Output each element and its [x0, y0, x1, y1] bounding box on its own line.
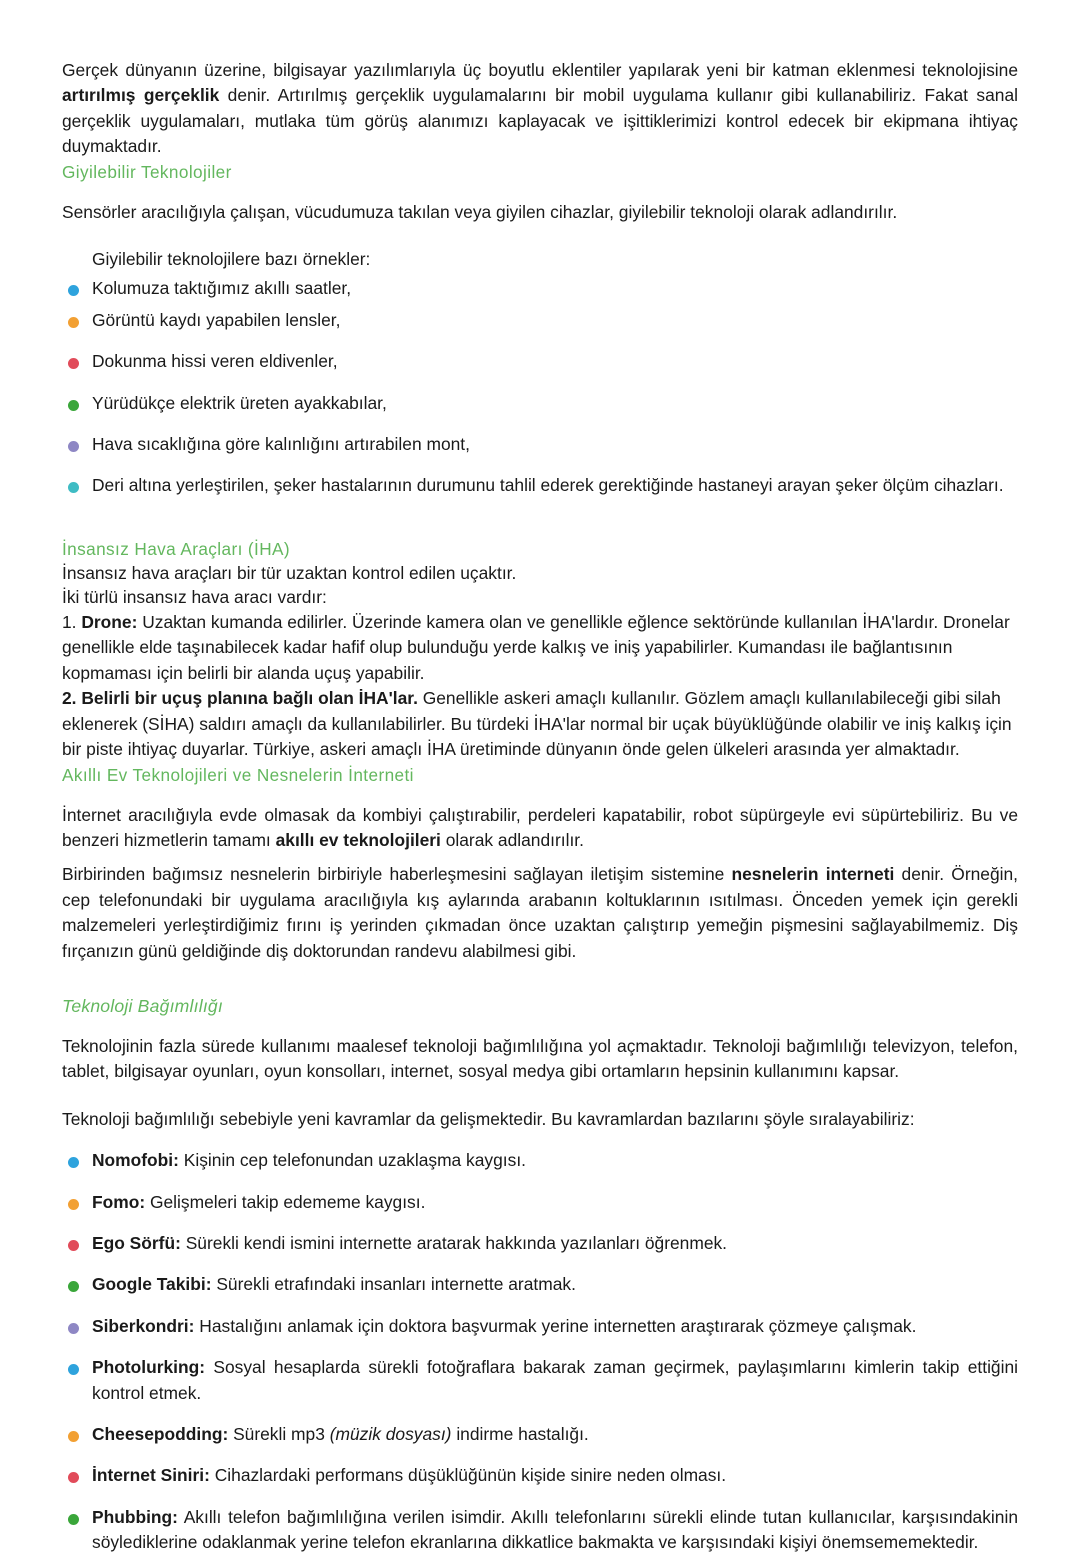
- smart-home-text-b: olarak adlandırılır.: [440, 829, 584, 850]
- list-item: [62, 1422, 1018, 1447]
- term-definition: Akıllı telefon bağımlılığına verilen isimdir. Akıllı telefonlarını sürekli elinde tutan kullanıcılar, karşısındakinin söylediklerine odaklanmak yerine telefon ekranlarına dikkatlice bakmakta ve karşısındaki kişiyi önemsememektedir.: [92, 1506, 1018, 1553]
- bullet-dot-green: [68, 1281, 79, 1292]
- term-definition: Hastalığını anlamak için doktora başvurmak yerine internetten araştırarak çözmeye çalışmak.: [194, 1315, 917, 1336]
- iot-text-b: denir. Örneğin, cep telefonundaki bir uygulama aracılığıyla kış aylarında arabanın koltuklarının ısıtılması. Önceden yemek için gerekli malzemeleri yerleştirdiğimiz fırını iş yerinden çıkmadan önce uzaktan çalıştırıp yemeğin pişmesini sağlayabilmemiz. Diş fırçanızın günü geldiğinde diş doktorundan randevu alabilmesi gibi.: [62, 864, 1018, 961]
- list-item: [62, 473, 1018, 498]
- intro-text-a: Gerçek dünyanın üzerine, bilgisayar yazılımlarıyla üç boyutlu eklentiler yapılarak yeni bir katman eklenmesi teknolojisine: [62, 60, 1018, 80]
- term-label: Cheesepodding:: [92, 1424, 229, 1444]
- list-item-text: Hava sıcaklığına göre kalınlığını artırabilen mont,: [92, 434, 470, 455]
- uav-item-drone: [62, 610, 1018, 686]
- heading-unmanned-aerial-vehicles: İnsansız Hava Araçları (İHA): [62, 538, 291, 559]
- addiction-paragraph-1: Teknolojinin fazla sürede kullanımı maalesef teknoloji bağımlılığına yol açmaktadır. Teknoloji bağımlılığı televizyon, telefon, tablet, bilgisayar oyunları, oyun konsolları, internet, sosyal medya gibi ortamların hepsinin kullanımını kapsar.: [62, 1035, 1018, 1082]
- term-label: Nomofobi:: [92, 1150, 179, 1171]
- bullet-dot-orange: [68, 1431, 79, 1442]
- uav-item-term: 2. Belirli bir uçuş planına bağlı olan İHA'lar.: [62, 688, 418, 709]
- bullet-dot-green: [68, 1514, 79, 1525]
- term-definition-italic: (müzik dosyası): [329, 1424, 452, 1444]
- bullet-dot-orange: [68, 317, 79, 328]
- addiction-terms-list: [62, 1148, 1018, 1555]
- intro-bold-term: artırılmış gerçeklik: [62, 85, 220, 106]
- intro-paragraph: [62, 58, 1018, 160]
- iot-text-a: Birbirinden bağımsız nesnelerin birbiriyle haberleşmesini sağlayan iletişim sistemine: [62, 864, 732, 885]
- heading-wearable-technologies: Giyilebilir Teknolojiler: [62, 161, 232, 182]
- iot-bold-term: nesnelerin interneti: [731, 864, 895, 885]
- term-definition: Sürekli etrafındaki insanları internette aratmak.: [211, 1274, 576, 1295]
- bullet-dot-green: [68, 400, 79, 411]
- bullet-dot-blue: [68, 1364, 79, 1375]
- uav-line-1: İnsansız hava araçları bir tür uzaktan kontrol edilen uçaktır.: [62, 562, 517, 583]
- uav-item-number: 1.: [62, 612, 82, 633]
- list-item-text: Kolumuza taktığımız akıllı saatler,: [92, 278, 352, 299]
- list-item: [62, 1314, 1018, 1339]
- intro-text-b: denir. Artırılmış gerçeklik uygulamalarını bir mobil uygulama kullanır gibi kullanabiliriz. Fakat sanal gerçeklik uygulamaları, mutlaka tüm görüş alanımızı kaplayacak ve işittiklerimizi kontrol edecek bir ekipmana ihtiyaç duymaktadır.: [62, 85, 1018, 157]
- wearable-examples-list: [62, 276, 1018, 498]
- term-label: Fomo:: [92, 1191, 146, 1212]
- list-item: [62, 276, 1018, 301]
- term-label: Siberkondri:: [92, 1315, 195, 1336]
- list-item: [62, 308, 1018, 333]
- uav-item-term: Drone:: [81, 612, 138, 633]
- list-item: [62, 432, 1018, 457]
- term-label: Ego Sörfü:: [92, 1232, 181, 1253]
- bullet-dot-purple: [68, 441, 79, 452]
- document-body: [62, 58, 1018, 1556]
- uav-item-text: Genellikle askeri amaçlı kullanılır. Gözlem amaçlı kullanılabileceği gibi silah eklenerek (SİHA) saldırı amaçlı da kullanılabilirler. Bu türdeki İHA'lar normal bir uçak büyüklüğünde olabilir ve iniş kalkış için bir piste ihtiyaç duyarlar. Türkiye, askeri amaçlı İHA üretiminde dünyanın önde gelen ülkeleri arasında yer almaktadır.: [62, 688, 1012, 760]
- list-item: [62, 1505, 1018, 1556]
- term-definition-post: indirme hastalığı.: [451, 1424, 589, 1444]
- bullet-dot-red: [68, 1472, 79, 1483]
- term-label: Google Takibi:: [92, 1274, 212, 1295]
- term-label: Phubbing:: [92, 1506, 178, 1527]
- bullet-dot-purple: [68, 1323, 79, 1334]
- bullet-dot-red: [68, 358, 79, 369]
- bullet-dot-red: [68, 1240, 79, 1251]
- term-definition: Kişinin cep telefonundan uzaklaşma kaygısı.: [178, 1150, 526, 1171]
- uav-item-planned: [62, 686, 1018, 762]
- list-item: [62, 1190, 1018, 1215]
- list-item-text: Deri altına yerleştirilen, şeker hastalarının durumunu tahlil ederek gerektiğinde hastaneyi arayan şeker ölçüm cihazları.: [92, 475, 1004, 496]
- term-definition: Gelişmeleri takip edememe kaygısı.: [145, 1191, 426, 1212]
- bullet-dot-blue: [68, 285, 79, 296]
- list-item-text: Dokunma hissi veren eldivenler,: [92, 351, 338, 372]
- bullet-dot-blue: [68, 1157, 79, 1168]
- uav-item-text: Uzaktan kumanda edilirler. Üzerinde kamera olan ve genellikle eğlence sektöründe kullanılan İHA'lardır. Dronelar genellikle elde taşınabilecek kadar hafif olup bulunduğu yerde kalkış ve iniş yapabilirler. Kumandası ile bağlantısının kopmaması için belirli bir alanda uçuş yapabilir.: [62, 612, 1010, 683]
- addiction-paragraph-2: Teknoloji bağımlılığı sebebiyle yeni kavramlar da gelişmektedir. Bu kavramlardan bazılarını şöyle sıralayabiliriz:: [62, 1108, 915, 1129]
- list-item: [62, 349, 1018, 374]
- wearable-list-lead: Giyilebilir teknolojilere bazı örnekler:: [92, 249, 371, 270]
- list-item: [62, 391, 1018, 416]
- bullet-dot-teal: [68, 482, 79, 493]
- heading-smart-home-iot: Akıllı Ev Teknolojileri ve Nesnelerin İnterneti: [62, 764, 414, 785]
- wearable-intro-paragraph: Sensörler aracılığıyla çalışan, vücudumuza takılan veya giyilen cihazlar, giyilebilir teknoloji olarak adlandırılır.: [62, 201, 898, 222]
- list-item: [62, 1355, 1018, 1406]
- smart-home-bold-term: akıllı ev teknolojileri: [275, 829, 441, 850]
- list-item-text: Yürüdükçe elektrik üreten ayakkabılar,: [92, 392, 387, 413]
- smart-home-paragraph-2: [62, 862, 1018, 964]
- term-label: Photolurking:: [92, 1357, 206, 1378]
- term-definition-pre: Sürekli mp3: [228, 1424, 330, 1444]
- bullet-dot-orange: [68, 1199, 79, 1210]
- term-definition: Sürekli kendi ismini internette aratarak hakkında yazılanları öğrenmek.: [180, 1232, 728, 1253]
- uav-line-2: İki türlü insansız hava aracı vardır:: [62, 587, 327, 608]
- term-definition: Sosyal hesaplarda sürekli fotoğraflara bakarak zaman geçirmek, paylaşımlarını kimlerin takip ettiğini kontrol etmek.: [92, 1357, 1018, 1403]
- list-item-text: Görüntü kaydı yapabilen lensler,: [92, 309, 341, 330]
- heading-technology-addiction: Teknoloji Bağımlılığı: [62, 995, 223, 1016]
- list-item: [62, 1148, 1018, 1173]
- list-item: [62, 1272, 1018, 1297]
- smart-home-paragraph-1: [62, 803, 1018, 854]
- list-item: [62, 1463, 1018, 1488]
- smart-home-text-a: İnternet aracılığıyla evde olmasak da kombiyi çalıştırabilir, perdeleri kapatabilir, robot süpürgeyle evi süpürtebiliriz. Bu ve benzeri hizmetlerin tamamı: [62, 804, 1018, 850]
- term-label: İnternet Siniri:: [92, 1465, 210, 1486]
- list-item: [62, 1231, 1018, 1256]
- term-definition: Cihazlardaki performans düşüklüğünün kişide sinire neden olması.: [209, 1465, 727, 1486]
